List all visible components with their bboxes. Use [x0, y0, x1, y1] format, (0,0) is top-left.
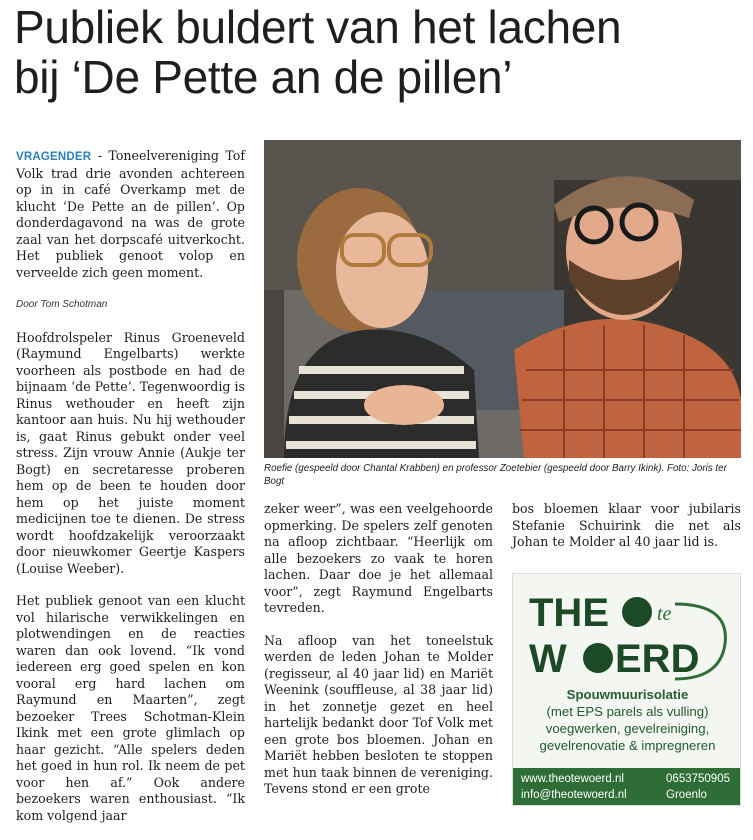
theo-te-woerd-logo: [525, 584, 730, 684]
ad-contact-bar: [513, 768, 740, 805]
logo-o-dot: [583, 643, 613, 673]
ad-email-link[interactable]: info@theotewoerd.nl: [521, 789, 627, 801]
ad-line: Spouwmuurisolatie: [566, 687, 689, 702]
article-photo: [264, 140, 741, 458]
body-paragraph: bos bloemen klaar voor jubilaris Stefanie Schuirink die net als Johan te Molder al 40 jaar lid is.: [512, 501, 741, 549]
intro-text: - Toneelvereniging Tof Volk trad drie avonden achtereen op in in café Overkamp met de klucht ‘De Pette an de pillen’. Op donderdagavond na was de grote zaal van het dorpscafé uitverkocht. Het publiek genoot volop en verveelde zich geen moment.: [16, 148, 245, 280]
byline: Door Tom Schotman: [16, 299, 108, 310]
ad-line: (met EPS parels als vulling): [546, 704, 709, 719]
dateline-kicker: VRAGENDER: [16, 151, 92, 163]
photo-illustration: [264, 140, 741, 458]
body-paragraph: Het publiek genoot van een klucht vol hilarische verwikkelingen en plotwendingen en de reacties waren dan ook lovend. “Ik vond iedereen erg goed spelen en kon vooral erg hard lachen om Raymund en Maarten”, zegt bezoeker Trees Schotman-Klein Ikink met een grote glimlach op haar gezicht. “Alle spelers deden het goed in hun rol. Ik neem de pet voor hen af.” Ook andere bezoekers waren enthousiast. “Ik kom volgend jaar: [16, 593, 245, 823]
headline-line-1: Publiek buldert van het lachen: [14, 1, 622, 53]
logo-o-dot: [622, 597, 652, 627]
article-column-1: [16, 148, 245, 840]
ad-city: Groenlo: [666, 789, 707, 801]
body-paragraph: Hoofdrolspeler Rinus Groeneveld (Raymund Engelbarts) werkte voorheen als postbode en had de bijnaam ‘de Pette’. Tegenwoordig is Rinus wethouder en heeft zijn kantoor aan huis. Nu hij wethouder is, gaat Rinus gebukt onder veel stress. Zijn vrouw Annie (Aukje ter Bogt) en secretaresse proberen hem op de been te houden door hem op het juiste moment medicijnen toe te dienen. De stress wordt hoofdzakelijk veroorzaakt door nieuwkomer Geertje Kaspers (Louise Weeber).: [16, 329, 245, 576]
logo-word-te: te: [657, 603, 672, 625]
ad-line: voegwerken, gevelreiniging,: [545, 721, 710, 736]
article-headline: [14, 2, 734, 102]
logo-word-w: W: [529, 637, 567, 681]
body-paragraph: Na afloop van het toneelstuk werden de leden Johan te Molder (regisseur, al 40 jaar lid) en Mariët Weenink (souffleuse, al 38 jaar lid) in het zonnetje gezet en heel hartelijk bedankt door Tof Volk met een grote bos bloemen. Johan en Mariët hebben besloten te stoppen met hun taak binnen de vereniging. Tevens stond er een grote: [264, 632, 493, 796]
ad-line: gevelrenovatie & impregneren: [539, 738, 716, 753]
logo-word-theo: THE: [529, 591, 609, 635]
advertisement[interactable]: [512, 573, 741, 806]
body-paragraph: zeker weer”, was een veelgehoorde opmerking. De spelers zelf genoten na afloop zichtbaar. “Heerlijk om alle bezoekers zo vaak te horen lachen. Daar doe je het allemaal voor”, zegt Raymund Engelbarts tevreden.: [264, 501, 493, 615]
headline-line-2: bij ‘De Pette an de pillen’: [14, 51, 513, 103]
ad-phone[interactable]: 0653750905: [666, 773, 730, 785]
ad-services: [513, 686, 742, 754]
logo-word-erd: ERD: [615, 637, 700, 681]
article-column-3: [512, 501, 741, 567]
intro-paragraph: [16, 148, 245, 281]
ad-website-link[interactable]: www.theotewoerd.nl: [521, 773, 624, 785]
photo-caption: Roefie (gespeeld door Chantal Krabben) en professor Zoetebier (gespeeld door Barry Ikink). Foto: Joris ter Bogt: [264, 463, 727, 487]
article-column-2: [264, 501, 493, 814]
